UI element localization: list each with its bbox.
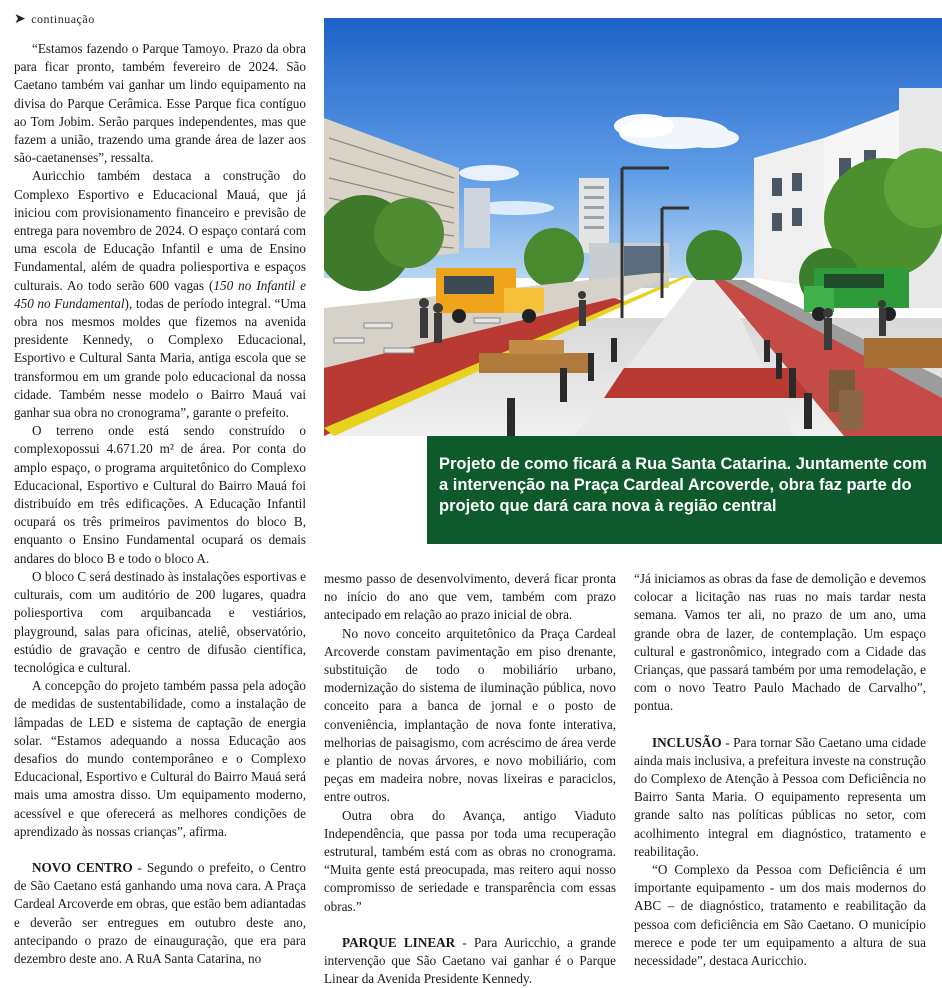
continuation-label: continuação: [31, 12, 95, 26]
paragraph: Outra obra do Avança, antigo Viaduto Independência, que passa por toda uma recuperação estrutural, também está com as obras no cronograma. “Muita gente está preocupada, mas reitero aqui nosso compromisso de seriedade e transparência com essas obras.”: [324, 807, 616, 914]
continuation-marker: [14, 12, 95, 27]
section-parque-linear: PARQUE LINEAR - Para Auricchio, a grande intervenção que São Caetano vai ganhar é o Parque Linear da Avenida Presidente Kennedy.: [324, 934, 616, 987]
paragraph: “Já iniciamos as obras da fase de demolição e devemos colocar a licitação nas ruas no mais tardar nesta semana. Vamos ter ali, no prazo de um ano, uma grande obra de lazer, de contemplação. Um espaço cultural e gastronômico, integrado com a Cidade das Crianças, que passará também por uma remodelação, e com o novo Teatro Paulo Machado de Carvalho”, pontua.: [634, 571, 926, 714]
photo-caption: Projeto de como ficará a Rua Santa Catarina. Juntamente com a intervenção na Praça Cardeal Arcoverde, obra faz parte do projeto que dará cara nova à região central: [427, 436, 942, 544]
section-novo-centro: NOVO CENTRO - Segundo o prefeito, o Centro de São Caetano está ganhando uma nova cara. A Praça Cardeal Arcoverde em obras, que estão bem adiantadas e deverão ser entregues em outubro deste ano, antecipando o prazo de einauguração, que era para dezembro deste ano. A RuA Santa Catarina, no: [14, 859, 306, 966]
section-inclusao: INCLUSÃO - Para tornar São Caetano uma cidade ainda mais inclusiva, a prefeitura investe na construção do Complexo de Atenção à Pessoa com Deficiência no Bairro Santa Maria. O equipamento representa um grande salto nas políticas públicas no setor, com acolhimento integral em diagnóstico, tratamento e reabilitação.: [634, 734, 926, 859]
section-heading: NOVO CENTRO: [32, 859, 133, 875]
paragraph: O terreno onde está sendo construído o complexopossui 4.671.20 m² de área. Por conta do amplo espaço, o programa arquitetônico do Complexo Educacional, Esportivo e Cultural do Bairro Mauá foi distribuído em três edificações. A Educação Infantil ocupará os três primeiros pavimentos do bloco B, enquanto o Ensino Fundamental ocupará os demais andares do bloco B e todo o bloco A.: [14, 423, 306, 566]
paragraph: mesmo passo de desenvolvimento, deverá ficar pronta no início do ano que vem, também com prazo antecipado em relação ao prazo inicial de obra.: [324, 571, 616, 623]
street-rendering-photo: [324, 18, 942, 436]
paragraph: Auricchio também destaca a construção do Complexo Esportivo e Educacional Mauá, que já iniciou com provisionamento financeiro e previsão de entrega para novembro de 2024. O espaço contará com uma escola de Educação Infantil e uma de Ensino Fundamental, além de quadra poliesportiva e espaços culturais. Ao todo serão 600 vagas (150 no Infantil e 450 no Fundamental), todas de período integral. “Uma obra nos mesmos moldes que fizemos na avenida presidente Kennedy, o Complexo Educacional, Esportivo e Cultural Santa Maria, antiga escola que se transformou em um grande polo educacional da nossa cidade. Também nesse modelo o Bairro Mauá vai ganhar sua obra no cronograma”, garante o prefeito.: [14, 168, 306, 421]
article-column-1: [14, 40, 306, 968]
paragraph: “Estamos fazendo o Parque Tamoyo. Prazo da obra para ficar pronto, também fevereiro de 2024. São Caetano também vai ganhar um lindo equipamento na divisa do Parque Cerâmica. Esse Parque fica contíguo ao Tom Jobim. Serão parques independentes, mas que fazem a união, trazendo uma grande área de lazer aos são-caetanenses”, ressalta.: [14, 41, 306, 166]
article-column-2: [324, 570, 616, 988]
paragraph: No novo conceito arquitetônico da Praça Cardeal Arcoverde constam pavimentação em piso drenante, substituição de todo o mobiliário urbano, modernização do sistema de iluminação pública, novo conceito para a banca de jornal e o posto de conveniência, implantação de nova fonte interativa, melhorias de paisagismo, com acréscimo de área verde e plantio de novas árvores, e novo mobiliário, com peças em madeira nobre, novas lixeiras e paraciclos, entre outros.: [324, 625, 616, 805]
section-heading: INCLUSÃO: [652, 734, 722, 750]
arrow-right-icon: ➤: [14, 11, 27, 27]
paragraph: O bloco C será destinado às instalações esportivas e culturais, com um auditório de 200 lugares, quadra poliesportiva com arquibancada e vestiários, playground, salas para oficinas, ateliê, observatório, estúdio de gravação e centro de difusão científica, tecnológica e cultural.: [14, 568, 306, 675]
italic-note: 150 no Infantil e 450 no Fundamental: [14, 277, 306, 311]
section-heading: PARQUE LINEAR: [342, 934, 456, 950]
paragraph: A concepção do projeto também passa pela adoção de medidas de sustentabilidade, como a instalação de lâmpadas de LED e sistema de captação de energia solar. “Estamos adequando a nossa Educação aos desafios do mundo contemporâneo e o Complexo Educacional, Esportivo e Cultural do Bairro Mauá será mais uma amostra disso. Um equipamento moderno, acessível e que oferecerá as melhores condições de aprendizado às nossas crianças”, afirma.: [14, 678, 306, 839]
paragraph: “O Complexo da Pessoa com Deficiência é um importante equipamento - um dos mais modernos do ABC – de diagnóstico, tratamento e reabilitação da pessoa com deficiência em São Caetano. O município merece e pode ter um equipamento a altura de sua necessidade”, destaca Auricchio.: [634, 862, 926, 969]
rua-santa-catarina-image: [324, 18, 942, 436]
article-column-3: [634, 570, 926, 970]
